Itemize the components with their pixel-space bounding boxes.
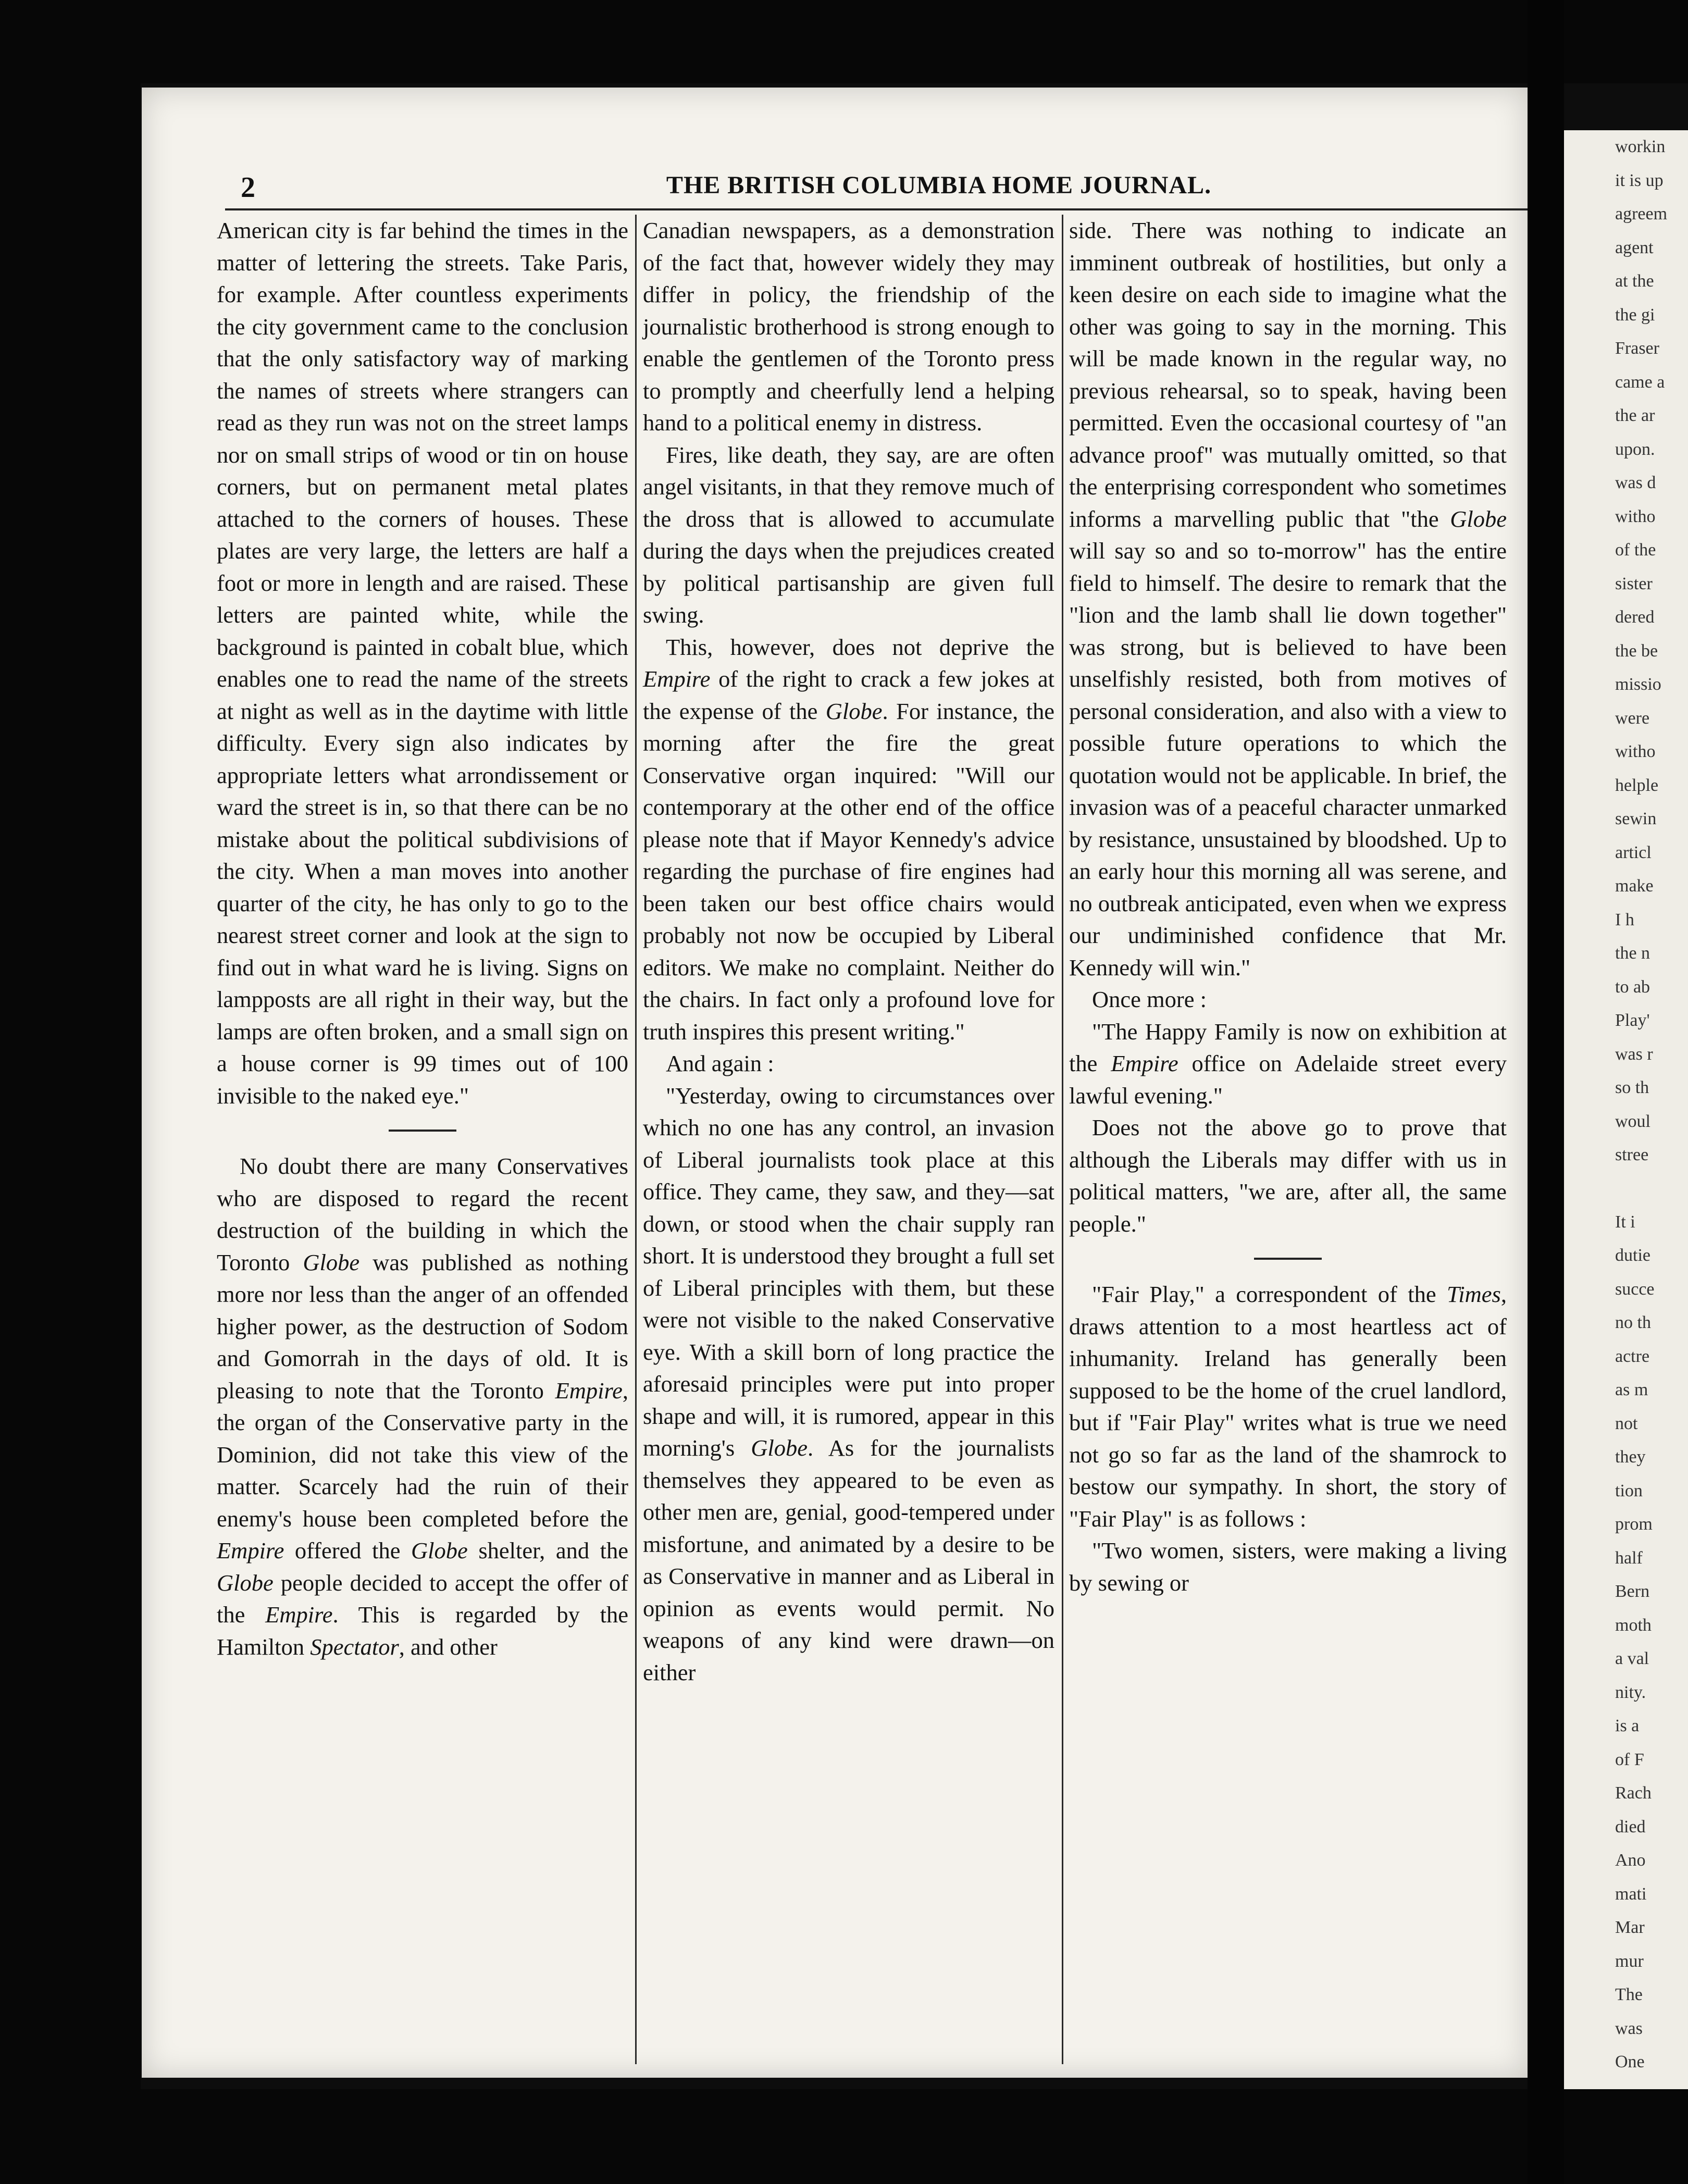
journalistic-brotherhood-paragraph: Canadian newspapers, as a demonstration of the fact that, however widely they may differ in policy, the friendship of the journalistic brotherhood is strong enough to enable the gentlemen of the Toronto press to promptly and cheerfully lend a helping hand to a political enemy in distress. [643, 217, 1054, 436]
adjacent-text-fragment: a val [1615, 1649, 1649, 1668]
adjacent-text-fragment: they [1615, 1447, 1646, 1467]
adjacent-text-fragment: sewin [1615, 809, 1657, 828]
adjacent-text-fragment: as m [1615, 1380, 1648, 1399]
adjacent-text-fragment: no th [1615, 1313, 1651, 1332]
italic-title: Empire [555, 1377, 623, 1404]
adjacent-text-fragment: workin [1615, 137, 1666, 156]
empire-jokes-paragraph [643, 631, 1054, 1048]
adjacent-text-fragment: sister [1615, 574, 1653, 593]
adjacent-text-fragment: nity. [1615, 1682, 1646, 1702]
adjacent-text-fragment: woul [1615, 1111, 1650, 1131]
adjacent-text-fragment: succe [1615, 1279, 1655, 1299]
column-1 [217, 215, 628, 2059]
adjacent-text-fragment: I h [1615, 910, 1634, 929]
two-women-paragraph: "Two women, sisters, were making a living by sewing or [1069, 1537, 1507, 1596]
fair-play-paragraph [1069, 1279, 1507, 1535]
adjacent-text-fragment: upon. [1615, 439, 1655, 459]
text-run: No doubt there are many Conservatives who are disposed to regard the recent destruction of the building in which the Toronto [217, 1153, 628, 1275]
adjacent-text-fragment: moth [1615, 1615, 1652, 1635]
microfilm-frame-left [0, 0, 141, 2184]
section-divider [389, 1130, 456, 1132]
adjacent-text-fragment: Fraser [1615, 339, 1659, 358]
adjacent-text-fragment: was [1615, 2018, 1643, 2038]
adjacent-text-fragment: actre [1615, 1346, 1650, 1366]
invasion-quote-paragraph [643, 1080, 1054, 1689]
microfilm-frame-bottom [0, 2089, 1688, 2184]
adjacent-text-fragment: dered [1615, 607, 1655, 627]
text-run: offered the [284, 1537, 412, 1563]
italic-title: Empire [265, 1602, 333, 1628]
microfilm-frame-top [0, 0, 1688, 83]
adjacent-text-fragment: articl [1615, 842, 1652, 862]
italic-title: Globe [1450, 505, 1507, 532]
text-run: "The Happy Family is now on exhibition at the [1069, 1018, 1507, 1076]
text-run: "Yesterday, owing to circumstances over which no one has any control, an invasion of Liberal journalists took place at this office. They came, they saw, and they—sat down, or stood when the chair supply ran short. It is understood they brought a full set of Liberal principles with them, but these were not visible to the naked Conservative eye. With a skill born of long practice the aforesaid principles were put into proper shape and will, it is rumored, appear in this morning's [643, 1082, 1054, 1461]
globe-fire-paragraph [217, 1150, 628, 1663]
italic-title: Globe [751, 1435, 808, 1461]
italic-title: Empire [643, 666, 711, 692]
adjacent-text-fragment: so th [1615, 1078, 1649, 1097]
text-run: office on Adelaide street every lawful evening." [1069, 1050, 1507, 1109]
page-number: 2 [241, 171, 255, 204]
adjacent-text-fragment: the n [1615, 944, 1650, 963]
same-people-paragraph: Does not the above go to prove that although the Liberals may differ with us in political matters, "we are, after all, the same people." [1069, 1114, 1507, 1237]
adjacent-text-fragment: Mar [1615, 1918, 1645, 1937]
italic-title: Empire [217, 1537, 284, 1563]
italic-title: Spectator [310, 1633, 399, 1660]
column-2 [643, 215, 1054, 2059]
adjacent-text-fragment: died [1615, 1817, 1646, 1836]
text-run: This, however, does not deprive the [666, 634, 1054, 660]
column-rule-1 [635, 215, 637, 2064]
adjacent-text-fragment: of the [1615, 540, 1656, 560]
adjacent-text-fragment: witho [1615, 506, 1656, 526]
text-run: . For instance, the morning after the fire the great Conservative organ inquired: "Will our contemporary at the other end of the office please note that if Mayor Kennedy's advice regarding the purchase of fire engines had been taken our best office chairs would probably not now be occupied by Liberal editors. We make no complaint. Neither do the chairs. In fact only a profound love for truth inspires this present writing." [643, 698, 1054, 1045]
adjacent-text-fragment: witho [1615, 742, 1656, 761]
page-gutter [1528, 0, 1564, 2184]
column-3 [1069, 215, 1507, 2059]
and-again-line: And again : [666, 1050, 774, 1076]
adjacent-text-fragment: it is up [1615, 170, 1664, 190]
happy-family-paragraph [1069, 1016, 1507, 1112]
adjacent-text-fragment: half [1615, 1548, 1643, 1568]
italic-title: Times [1447, 1281, 1501, 1307]
text-run: people decided to accept the offer of the [217, 1569, 628, 1628]
italic-title: Globe [217, 1569, 274, 1596]
adjacent-text-fragment: missio [1615, 675, 1661, 694]
adjacent-text-fragment: mur [1615, 1951, 1644, 1971]
adjacent-text-fragment: the gi [1615, 305, 1655, 325]
adjacent-text-fragment: agent [1615, 238, 1654, 257]
text-run: . As for the journalists themselves they appeared to be even as other men are, genial, good-tempered under misfortune, and animated by a desire to be as Conservative in manner and as Liberal in opinion as events would permit. No weapons of any kind were drawn—on either [643, 1435, 1054, 1685]
fragment-gap [1564, 1172, 1688, 1206]
adjacent-text-fragment: at the [1615, 271, 1654, 291]
adjacent-text-fragment: It i [1615, 1212, 1635, 1232]
adjacent-text-fragment: stree [1615, 1145, 1649, 1164]
adjacent-text-fragment: came a [1615, 372, 1665, 392]
text-run: , the organ of the Conservative party in the Dominion, did not take this view of the matter. Scarcely had the ruin of their enemy's house been completed before the [217, 1377, 628, 1532]
text-run: side. There was nothing to indicate an imminent outbreak of hostilities, but only a keen desire on each side to imagine what the other was going to say in the morning. This will be made known in the regular way, no previous rehearsal, so to speak, having been permitted. Even the occasional courtesy of "an advance proof" was mutually omitted, so that the enterprising correspondent who sometimes informs a marvelling public that "the [1069, 217, 1507, 532]
text-run: was published as nothing more nor less than the anger of an offended higher power, as the destruction of Sodom and Gomorrah in the days of old. It is pleasing to note that the Toronto [217, 1249, 628, 1404]
adjacent-text-fragment: Ano [1615, 1851, 1646, 1870]
text-run: , and other [399, 1633, 498, 1660]
adjacent-text-fragment: One [1615, 2052, 1645, 2071]
adjacent-text-fragment: is a [1615, 1716, 1640, 1735]
adjacent-text-fragment: tion [1615, 1481, 1643, 1500]
masthead: THE BRITISH COLUMBIA HOME JOURNAL. [666, 171, 1212, 199]
newspaper-page [142, 88, 1528, 2078]
adjacent-text-fragment: make [1615, 876, 1654, 896]
text-run: of the right to crack a few jokes at the expense of the [643, 666, 1054, 724]
text-run: . This is regarded by the Hamilton [217, 1602, 628, 1660]
italic-title: Empire [1111, 1050, 1178, 1076]
adjacent-text-fragment: agreem [1615, 204, 1668, 224]
adjacent-page-edge [1564, 130, 1688, 2089]
adjacent-text-fragment: mati [1615, 1884, 1647, 1904]
adjacent-text-fragment: to ab [1615, 977, 1650, 997]
adjacent-text-fragment: Rach [1615, 1783, 1652, 1803]
italic-title: Globe [411, 1537, 468, 1563]
italic-title: Globe [825, 698, 883, 724]
adjacent-text-fragment: The [1615, 1985, 1643, 2004]
adjacent-text-fragment: Bern [1615, 1582, 1650, 1601]
column-rule-2 [1062, 215, 1063, 2064]
adjacent-text-fragment: not [1615, 1413, 1638, 1433]
section-divider [1254, 1258, 1322, 1260]
adjacent-text-fragment: helple [1615, 775, 1659, 795]
once-more-line: Once more : [1092, 986, 1207, 1012]
paris-street-signs-paragraph: American city is far behind the times in the matter of lettering the streets. Take Paris, for example. After countless experiments the city government came to the conclusion that the only satisfactory way of marking the names of streets where strangers can read as they run was not on the street lamps nor on small strips of wood or tin on house corners, but on permanent metal plates attached to the corners of houses. These plates are very large, the letters are half a foot or more in length and are raised. These letters are painted white, while the background is painted in cobalt blue, which enables one to read the name of the streets at night as well as in the daytime with little difficulty. Every sign also indicates by appropriate letters what arrondissement or ward the street is in, so that there can be no mistake about the political subdivisions of the city. When a man moves into another quarter of the city, he has only to go to the nearest street corner and look at the sign to find out in what ward he is living. Signs on lampposts are all right in their way, but the lamps are often broken, and a small sign on a house corner is 99 times out of 100 invisible to the naked eye." [217, 217, 628, 1109]
italic-title: Globe [303, 1249, 360, 1275]
adjacent-text-fragment: was r [1615, 1044, 1653, 1064]
adjacent-text-fragment: dutie [1615, 1246, 1650, 1265]
adjacent-text-fragment: prom [1615, 1515, 1653, 1534]
adjacent-text-fragment: Play' [1615, 1011, 1650, 1030]
adjacent-text-fragment: the ar [1615, 406, 1655, 425]
adjacent-text-fragment: were [1615, 708, 1650, 728]
adjacent-text-fragment: of F [1615, 1749, 1644, 1769]
text-run: shelter, and the [467, 1537, 628, 1563]
invasion-continued-paragraph [1069, 215, 1507, 984]
header-rule [225, 208, 1528, 210]
fires-paragraph: Fires, like death, they say, are are often angel visitants, in that they remove much of the dross that is allowed to accumulate during the days when the prejudices created by political partisanship are given full swing. [643, 441, 1054, 628]
text-run: "Fair Play," a correspondent of the [1092, 1281, 1447, 1307]
adjacent-text-fragment: was d [1615, 473, 1656, 492]
text-run: , draws attention to a most heartless act of inhumanity. Ireland has generally been supposed to be the home of the cruel landlord, but if "Fair Play" writes what is true we need not go so far as the land of the shamrock to bestow our sympathy. In short, the story of "Fair Play" is as follows : [1069, 1281, 1507, 1532]
adjacent-text-fragment: the be [1615, 641, 1658, 661]
text-run: will say so and so to-morrow" has the entire field to himself. The desire to remark that the "lion and the lamb shall lie down together" was strong, but is believed to have been unselfishly resisted, both from motives of personal consideration, and also with a view to possible future operations to which the quotation would not be applicable. In brief, the invasion was of a peaceful character unmarked by resistance, unsustained by bloodshed. Up to an early hour this morning all was serene, and no outbreak anticipated, even when we express our undiminished confidence that Mr. Kennedy will win." [1069, 538, 1507, 981]
adjacent-page-fragments [1564, 130, 1688, 2079]
